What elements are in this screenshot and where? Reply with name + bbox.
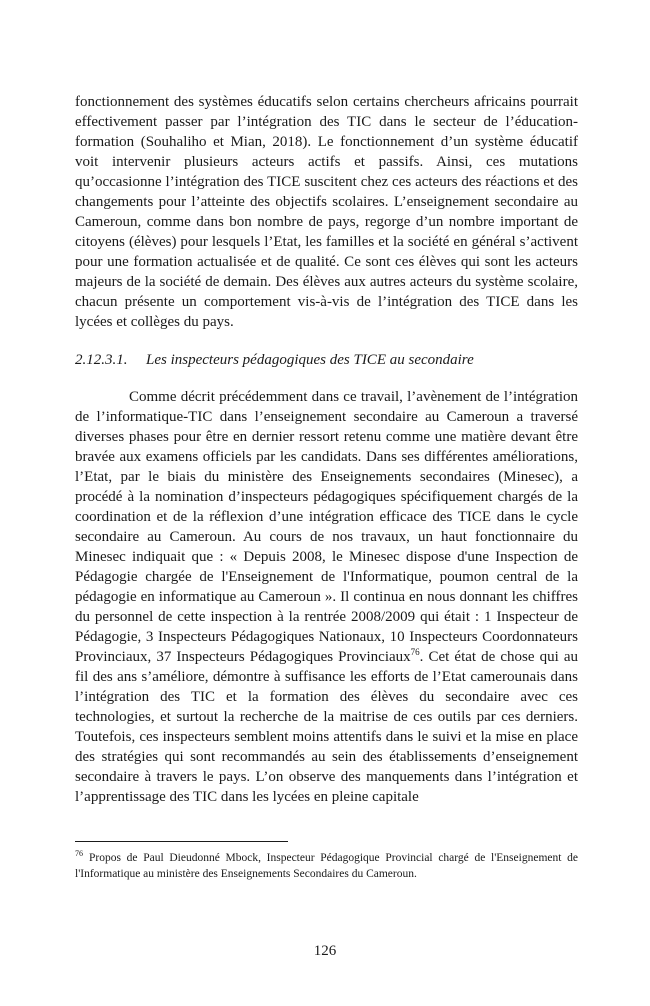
footnote-reference[interactable]: 76: [410, 647, 420, 657]
paragraph-intro: fonctionnement des systèmes éducatifs selon certains chercheurs africains pourrait effectivement passer par l’intégration des TIC dans le secteur de l’éducation-formation (Souhaliho et Mian, 2018). Le fonctionnement d’un système éducatif voit intervenir plusieurs acteurs actifs et passifs. Ainsi, ces mutations qu’occasionne l’intégration des TICE suscitent chez ces acteurs des réactions et des changements pour l’atteinte des objectifs scolaires. L’enseignement secondaire au Cameroun, comme dans bon nombre de pays, regorge d’un nombre important de citoyens (élèves) pour lesquels l’Etat, les familles et la société en général s’activent pour une formation actualisée et de qualité. Ce sont ces élèves qui sont les acteurs majeurs de la société de demain. Des élèves aux autres acteurs du système scolaire, chacun présente un comportement vis-à-vis de l’intégration des TICE dans les lycées et collèges du pays.: [75, 94, 578, 330]
paragraph-text-part-2: . Cet état de chose qui au fil des ans s’améliore, démontre à suffisance les efforts de l’Etat camerounais dans l’intégration des TIC et la formation des élèves du secondaire avec ces technologies, et surtout la recherche de la maitrise de ces outils par ces derniers. Toutefois, ces inspecteurs semblent moins attentifs dans le suivi et la mise en place des stratégies qui sont recommandés au sein des établissements d’enseignement secondaire à travers le pays. L’on observe des manquements dans l’intégration et l’apprentissage des TIC dans les lycées en pleine capitale: [75, 649, 578, 805]
page-number: 126: [313, 943, 337, 959]
paragraph-inspecteurs: [75, 387, 578, 807]
footnote: [75, 850, 578, 882]
section-heading: [75, 350, 578, 370]
footnote-separator: [75, 841, 288, 842]
section-title: Les inspecteurs pédagogiques des TICE au secondaire: [146, 352, 474, 368]
section-number: 2.12.3.1.: [75, 352, 128, 368]
footnote-text: Propos de Paul Dieudonné Mbock, Inspecteur Pédagogique Provincial chargé de l'Enseignement de l'Informatique au ministère des Enseignements Secondaires du Cameroun.: [75, 852, 578, 880]
paragraph-text-part-1: Comme décrit précédemment dans ce travail, l’avènement de l’intégration de l’informatique-TIC dans l’enseignement secondaire au Cameroun a traversé diverses phases pour être en dernier ressort retenu comme une matière devant être bravée aux examens officiels par les candidats. Dans ses différentes améliorations, l’Etat, par le biais du ministère des Enseignements secondaires (Minesec), a procédé à la nomination d’inspecteurs pédagogiques spécifiquement chargés de la coordination et de la réflexion d’une intégration efficace des TICE dans le cycle secondaire au Cameroun. Au cours de nos travaux, un haut fonctionnaire du Minesec indiquait que : « Depuis 2008, le Minesec dispose d'une Inspection de Pédagogie chargée de l'Enseignement de l'Informatique, poumon central de la pédagogie en informatique au Cameroun ». Il continua en nous donnant les chiffres du personnel de cette inspection à la rentrée 2008/2009 qui était : 1 Inspecteur de Pédagogie, 3 Inspecteurs Pédagogiques Nationaux, 10 Inspecteurs Coordonnateurs Provinciaux, 37 Inspecteurs Pédagogiques Provinciaux: [75, 389, 578, 665]
footnote-number: 76: [75, 849, 83, 859]
page-body: [75, 92, 578, 807]
